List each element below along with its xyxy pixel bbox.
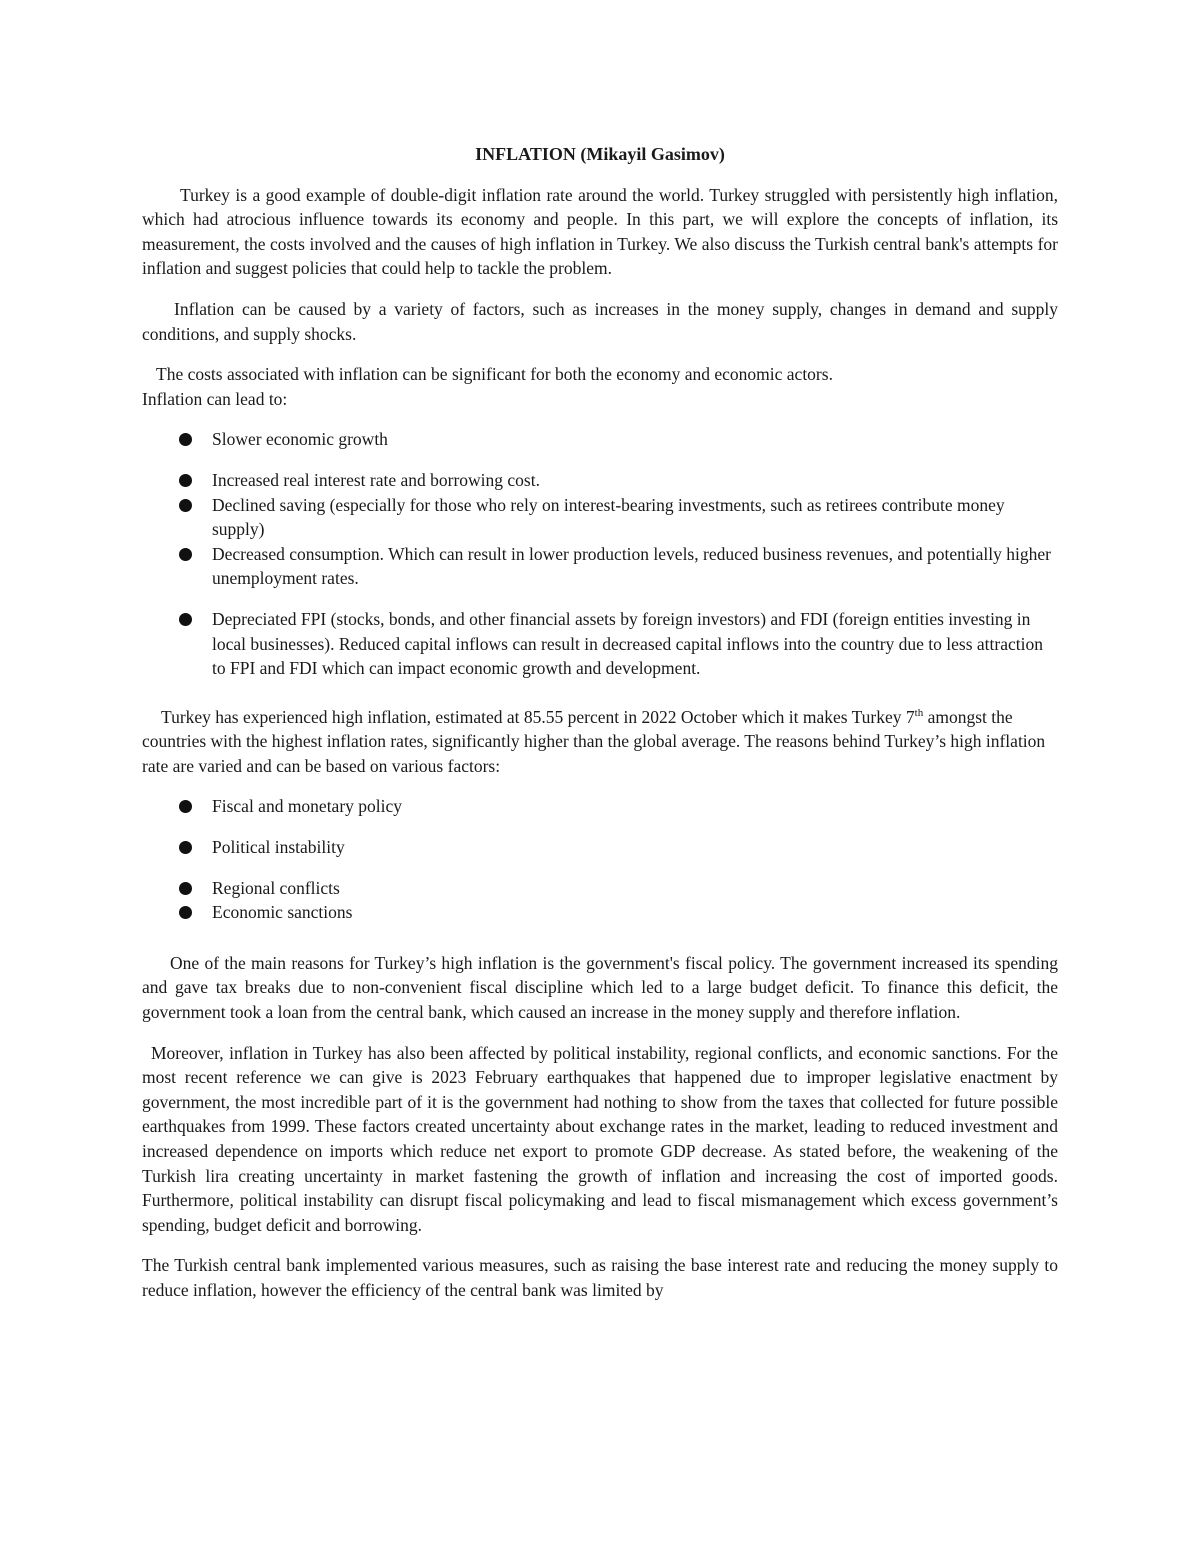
bullet-icon: [179, 906, 192, 919]
list-item: [142, 835, 1058, 860]
list-item-text: Fiscal and monetary policy: [212, 796, 403, 817]
cost-bullet-list: [142, 427, 1058, 680]
list-item: [142, 900, 1058, 925]
document-title: INFLATION (Mikayil Gasimov): [475, 144, 725, 164]
ordinal-suffix: th: [914, 706, 924, 719]
list-item-text: Increased real interest rate and borrowing cost.: [212, 469, 540, 490]
list-item-text: Decreased consumption. Which can result in lower production levels, reduced business revenues, and potentially higher unemployment rates.: [212, 543, 1051, 589]
fiscal-policy-paragraph: One of the main reasons for Turkey’s high inflation is the government's fiscal policy. The government increased its spending and gave tax breaks due to non-convenient fiscal discipline which led to a large budget deficit. To finance this deficit, the government took a loan from the central bank, which caused an increase in the money supply and therefore inflation.: [142, 952, 1058, 1023]
bullet-icon: [179, 548, 192, 561]
list-item: [142, 493, 1058, 542]
list-item-text: Regional conflicts: [212, 877, 340, 898]
bullet-icon: [179, 433, 192, 446]
list-item: [142, 427, 1058, 452]
causes-paragraph: Inflation can be caused by a variety of factors, such as increases in the money supply, changes in demand and supply conditions, and supply shocks.: [142, 298, 1058, 344]
central-bank-paragraph: The Turkish central bank implemented various measures, such as raising the base interest rate and reducing the money supply to reduce inflation, however the efficiency of the central bank was limited by: [142, 1255, 1058, 1300]
bullet-icon: [179, 474, 192, 487]
intro-paragraph: Turkey is a good example of double-digit inflation rate around the world. Turkey struggled with persistently high inflation, which had atrocious influence towards its economy and people. In this part, we will explore the concepts of inflation, its measurement, the costs involved and the causes of high inflation in Turkey. We also discuss the Turkish central bank's attempts for inflation and suggest policies that could help to tackle the problem.: [142, 184, 1058, 279]
list-item-text: Political instability: [212, 837, 345, 858]
list-item: [142, 876, 1058, 901]
list-item-text: Depreciated FPI (stocks, bonds, and other financial assets by foreign investors) and FDI (foreign entities investing in local businesses). Reduced capital inflows can result in decreased capital inflows into the country due to less attraction to FPI and FDI which can impact economic growth and development.: [212, 608, 1043, 679]
costs-lead-text: Inflation can lead to:: [142, 388, 288, 409]
turkey-text-a: Turkey has experienced high inflation, estimated at 85.55 percent in 2022 October which it makes Turkey 7: [161, 706, 915, 727]
list-item: [142, 468, 1058, 493]
bullet-icon: [179, 800, 192, 813]
list-item: [142, 542, 1058, 591]
bullet-icon: [179, 841, 192, 854]
list-item: [142, 794, 1058, 819]
list-item-text: Declined saving (especially for those who rely on interest-bearing investments, such as retirees contribute money supply): [212, 494, 1005, 540]
factor-bullet-list: [142, 794, 1058, 924]
bullet-icon: [179, 882, 192, 895]
turkey-inflation-paragraph: [142, 705, 1058, 779]
document-page: [142, 142, 1058, 1303]
list-item-text: Slower economic growth: [212, 429, 388, 450]
political-instability-paragraph: Moreover, inflation in Turkey has also been affected by political instability, regional conflicts, and economic sanctions. For the most recent reference we can give is 2023 February earthquakes that happened due to improper legislative enactment by government, the most incredible part of it is the government had nothing to show from the taxes that collected for future possible earthquakes from 1999. These factors created uncertainty about exchange rates in the market, leading to reduced investment and increased dependence on imports which reduce net export to promote GDP decrease. As stated before, the weakening of the Turkish lira creating uncertainty in market fastening the growth of inflation and increasing the cost of imported goods. Furthermore, political instability can disrupt fiscal policymaking and lead to fiscal mismanagement which excess government’s spending, budget deficit and borrowing.: [142, 1042, 1058, 1235]
turkey-text-b: amongst the countries with the highest inflation rates, significantly higher than the global average. The reasons behind Turkey’s high inflation rate are varied and can be based on various factors:: [142, 706, 1046, 776]
bullet-icon: [179, 613, 192, 626]
costs-intro-text: The costs associated with inflation can be significant for both the economy and economic actors.: [156, 364, 833, 385]
costs-paragraph: [142, 362, 1058, 411]
bullet-icon: [179, 499, 192, 512]
list-item-text: Economic sanctions: [212, 902, 353, 923]
list-item: [142, 607, 1058, 681]
